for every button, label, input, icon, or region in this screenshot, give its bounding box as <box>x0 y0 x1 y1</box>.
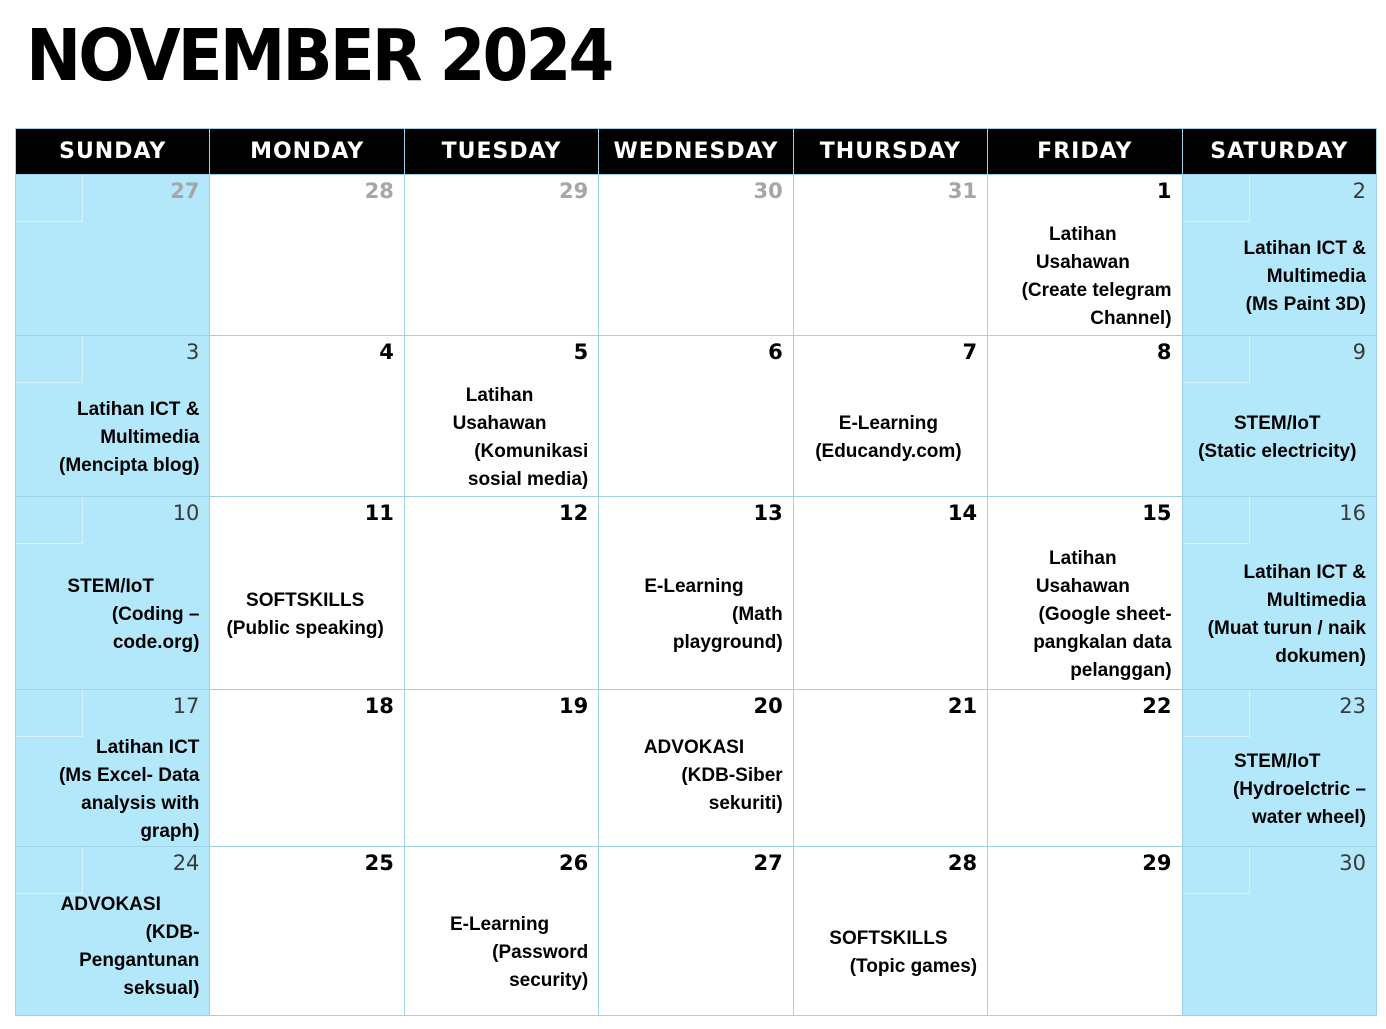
day-cell[interactable] <box>16 335 210 496</box>
event-line: Multimedia <box>1266 589 1366 611</box>
week-row <box>16 690 1377 847</box>
day-number: 2 <box>1352 179 1366 203</box>
day-cell[interactable] <box>1182 335 1376 496</box>
event-text <box>22 396 199 480</box>
event-line: Multimedia <box>1266 266 1366 287</box>
day-number: 1 <box>1156 179 1172 203</box>
event-line: (Password <box>492 942 589 964</box>
event-line: (Komunikasi <box>474 440 589 462</box>
day-cell[interactable] <box>793 496 987 690</box>
day-number: 5 <box>573 339 589 364</box>
day-number: 19 <box>559 694 589 719</box>
weekday-header-row <box>16 129 1377 175</box>
event-line: Usahawan <box>1035 575 1130 597</box>
day-number: 8 <box>1156 339 1172 364</box>
event-text <box>994 545 1171 685</box>
day-number: 18 <box>364 694 394 719</box>
day-number: 24 <box>172 851 200 876</box>
day-number: 3 <box>186 339 200 364</box>
day-number: 28 <box>947 851 978 876</box>
event-line: (Ms Paint 3D) <box>1245 294 1366 315</box>
event-line: E-Learning <box>644 575 744 597</box>
event-line: Usahawan <box>452 412 547 434</box>
day-cell[interactable] <box>988 690 1182 847</box>
day-cell[interactable] <box>404 335 598 496</box>
day-cell[interactable] <box>16 690 210 847</box>
week-row <box>16 847 1377 1016</box>
day-cell[interactable] <box>16 496 210 690</box>
day-cell[interactable] <box>210 690 404 847</box>
day-number: 20 <box>753 694 783 719</box>
weekday-saturday: SATURDAY <box>1182 129 1376 175</box>
event-line: sekuriti) <box>708 793 783 815</box>
day-number: 28 <box>364 179 394 203</box>
day-number: 7 <box>962 339 978 364</box>
day-cell[interactable] <box>404 847 598 1016</box>
day-cell[interactable] <box>988 847 1182 1016</box>
event-line: Latihan <box>465 384 534 406</box>
event-text <box>800 925 977 981</box>
event-text <box>994 221 1171 333</box>
event-text <box>1189 559 1366 671</box>
day-number: 13 <box>753 500 783 525</box>
day-cell[interactable] <box>793 847 987 1016</box>
event-line: Multimedia <box>100 426 200 448</box>
event-line: playground) <box>672 631 783 653</box>
day-cell[interactable] <box>16 175 210 336</box>
event-line: water wheel) <box>1251 807 1366 829</box>
event-line: pelanggan) <box>1070 659 1172 681</box>
day-number: 27 <box>753 851 783 876</box>
event-text <box>22 891 199 1003</box>
event-line: (KDB-Siber <box>681 765 783 787</box>
event-line: Usahawan <box>1035 252 1130 273</box>
event-text <box>1189 235 1366 319</box>
day-cell[interactable] <box>16 847 210 1016</box>
event-line: (Mencipta blog) <box>59 454 200 476</box>
event-text <box>605 734 782 818</box>
event-line: Latihan ICT & <box>1243 238 1366 259</box>
day-number: 30 <box>753 179 783 203</box>
event-line: Latihan ICT <box>95 737 200 759</box>
event-line: Latihan <box>1049 224 1117 245</box>
day-cell[interactable] <box>988 335 1182 496</box>
day-number: 23 <box>1339 694 1366 719</box>
calendar-grid <box>15 128 1377 1016</box>
day-number: 14 <box>947 500 978 525</box>
event-line: (Ms Excel- Data <box>58 765 200 787</box>
day-number: 31 <box>947 179 978 203</box>
weekday-sunday: SUNDAY <box>16 129 210 175</box>
week-row <box>16 175 1377 336</box>
weekday-wednesday: WEDNESDAY <box>599 129 793 175</box>
weekday-thursday: THURSDAY <box>793 129 987 175</box>
day-cell[interactable] <box>404 496 598 690</box>
weekday-friday: FRIDAY <box>988 129 1182 175</box>
event-line: STEM/IoT <box>1233 412 1321 434</box>
day-cell[interactable] <box>210 496 404 690</box>
day-cell[interactable] <box>210 175 404 336</box>
day-cell[interactable] <box>793 175 987 336</box>
event-line: (Hydroelctric – <box>1232 779 1366 801</box>
event-text <box>605 573 782 657</box>
day-cell[interactable] <box>599 175 793 336</box>
day-cell[interactable] <box>988 496 1182 690</box>
event-line: (Create telegram <box>1021 280 1172 301</box>
day-cell[interactable] <box>404 175 598 336</box>
event-line: (Google sheet- <box>1038 603 1172 625</box>
event-line: dokumen) <box>1275 645 1366 667</box>
event-line: (Educandy.com) <box>815 440 962 462</box>
event-text <box>1189 410 1366 466</box>
weekday-monday: MONDAY <box>210 129 404 175</box>
day-number: 29 <box>1142 851 1172 876</box>
day-cell[interactable] <box>404 690 598 847</box>
event-text <box>22 573 199 657</box>
event-line: Channel) <box>1090 308 1172 329</box>
day-cell[interactable] <box>793 690 987 847</box>
event-line: ADVOKASI <box>643 737 745 759</box>
event-line: Pengantunan <box>79 950 200 972</box>
day-cell[interactable] <box>599 690 793 847</box>
day-cell[interactable] <box>1182 847 1376 1016</box>
event-line: Latihan <box>1049 547 1117 569</box>
event-text <box>216 587 393 643</box>
day-number: 16 <box>1339 500 1366 525</box>
event-line: STEM/IoT <box>67 575 154 597</box>
event-line: (Math <box>732 603 783 625</box>
event-line: sosial media) <box>467 468 589 490</box>
day-number: 11 <box>364 500 394 525</box>
event-text <box>411 382 588 494</box>
day-number: 22 <box>1142 694 1172 719</box>
event-text <box>22 734 199 846</box>
event-line: (KDB- <box>145 922 200 944</box>
weekday-tuesday: TUESDAY <box>404 129 598 175</box>
day-number: 9 <box>1352 339 1366 364</box>
event-line: Latihan ICT & <box>76 398 200 420</box>
day-cell[interactable] <box>599 335 793 496</box>
day-number: 30 <box>1339 851 1366 876</box>
day-number: 12 <box>559 500 589 525</box>
event-line: security) <box>509 970 589 992</box>
day-number: 17 <box>172 694 200 719</box>
day-cell[interactable] <box>599 847 793 1016</box>
event-line: (Static electricity) <box>1198 440 1357 462</box>
day-cell[interactable] <box>793 335 987 496</box>
event-line: code.org) <box>112 631 200 653</box>
day-number: 15 <box>1142 500 1172 525</box>
event-line: analysis with <box>81 793 200 815</box>
day-cell[interactable] <box>210 847 404 1016</box>
event-line: pangkalan data <box>1033 631 1172 653</box>
event-line: (Topic games) <box>849 956 978 978</box>
event-text <box>411 911 588 995</box>
event-line: (Public speaking) <box>226 617 384 639</box>
day-cell[interactable] <box>1182 496 1376 690</box>
day-number: 25 <box>364 851 394 876</box>
event-line: seksual) <box>123 978 200 1000</box>
event-line: (Muat turun / naik <box>1207 617 1366 639</box>
day-cell[interactable] <box>210 335 404 496</box>
event-line: SOFTSKILLS <box>246 589 365 611</box>
event-line: graph) <box>140 821 200 843</box>
event-line: ADVOKASI <box>60 894 161 916</box>
day-cell[interactable] <box>1182 690 1376 847</box>
day-number: 21 <box>947 694 978 719</box>
day-number: 29 <box>559 179 589 203</box>
day-cell[interactable] <box>988 175 1182 336</box>
event-line: Latihan ICT & <box>1243 561 1366 583</box>
day-number: 4 <box>379 339 394 364</box>
day-number: 26 <box>559 851 589 876</box>
event-text <box>800 410 977 466</box>
week-row <box>16 496 1377 690</box>
week-row <box>16 335 1377 496</box>
day-number: 6 <box>768 339 783 364</box>
event-text <box>1189 748 1366 832</box>
event-line: E-Learning <box>838 412 939 434</box>
day-cell[interactable] <box>1182 175 1376 336</box>
event-line: (Coding – <box>111 603 200 625</box>
event-line: SOFTSKILLS <box>829 928 948 950</box>
day-number: 27 <box>170 179 200 203</box>
event-line: E-Learning <box>449 914 550 936</box>
event-line: STEM/IoT <box>1233 751 1321 773</box>
calendar-title: NOVEMBER 2024 <box>26 14 612 98</box>
day-cell[interactable] <box>599 496 793 690</box>
day-number: 10 <box>172 500 200 525</box>
